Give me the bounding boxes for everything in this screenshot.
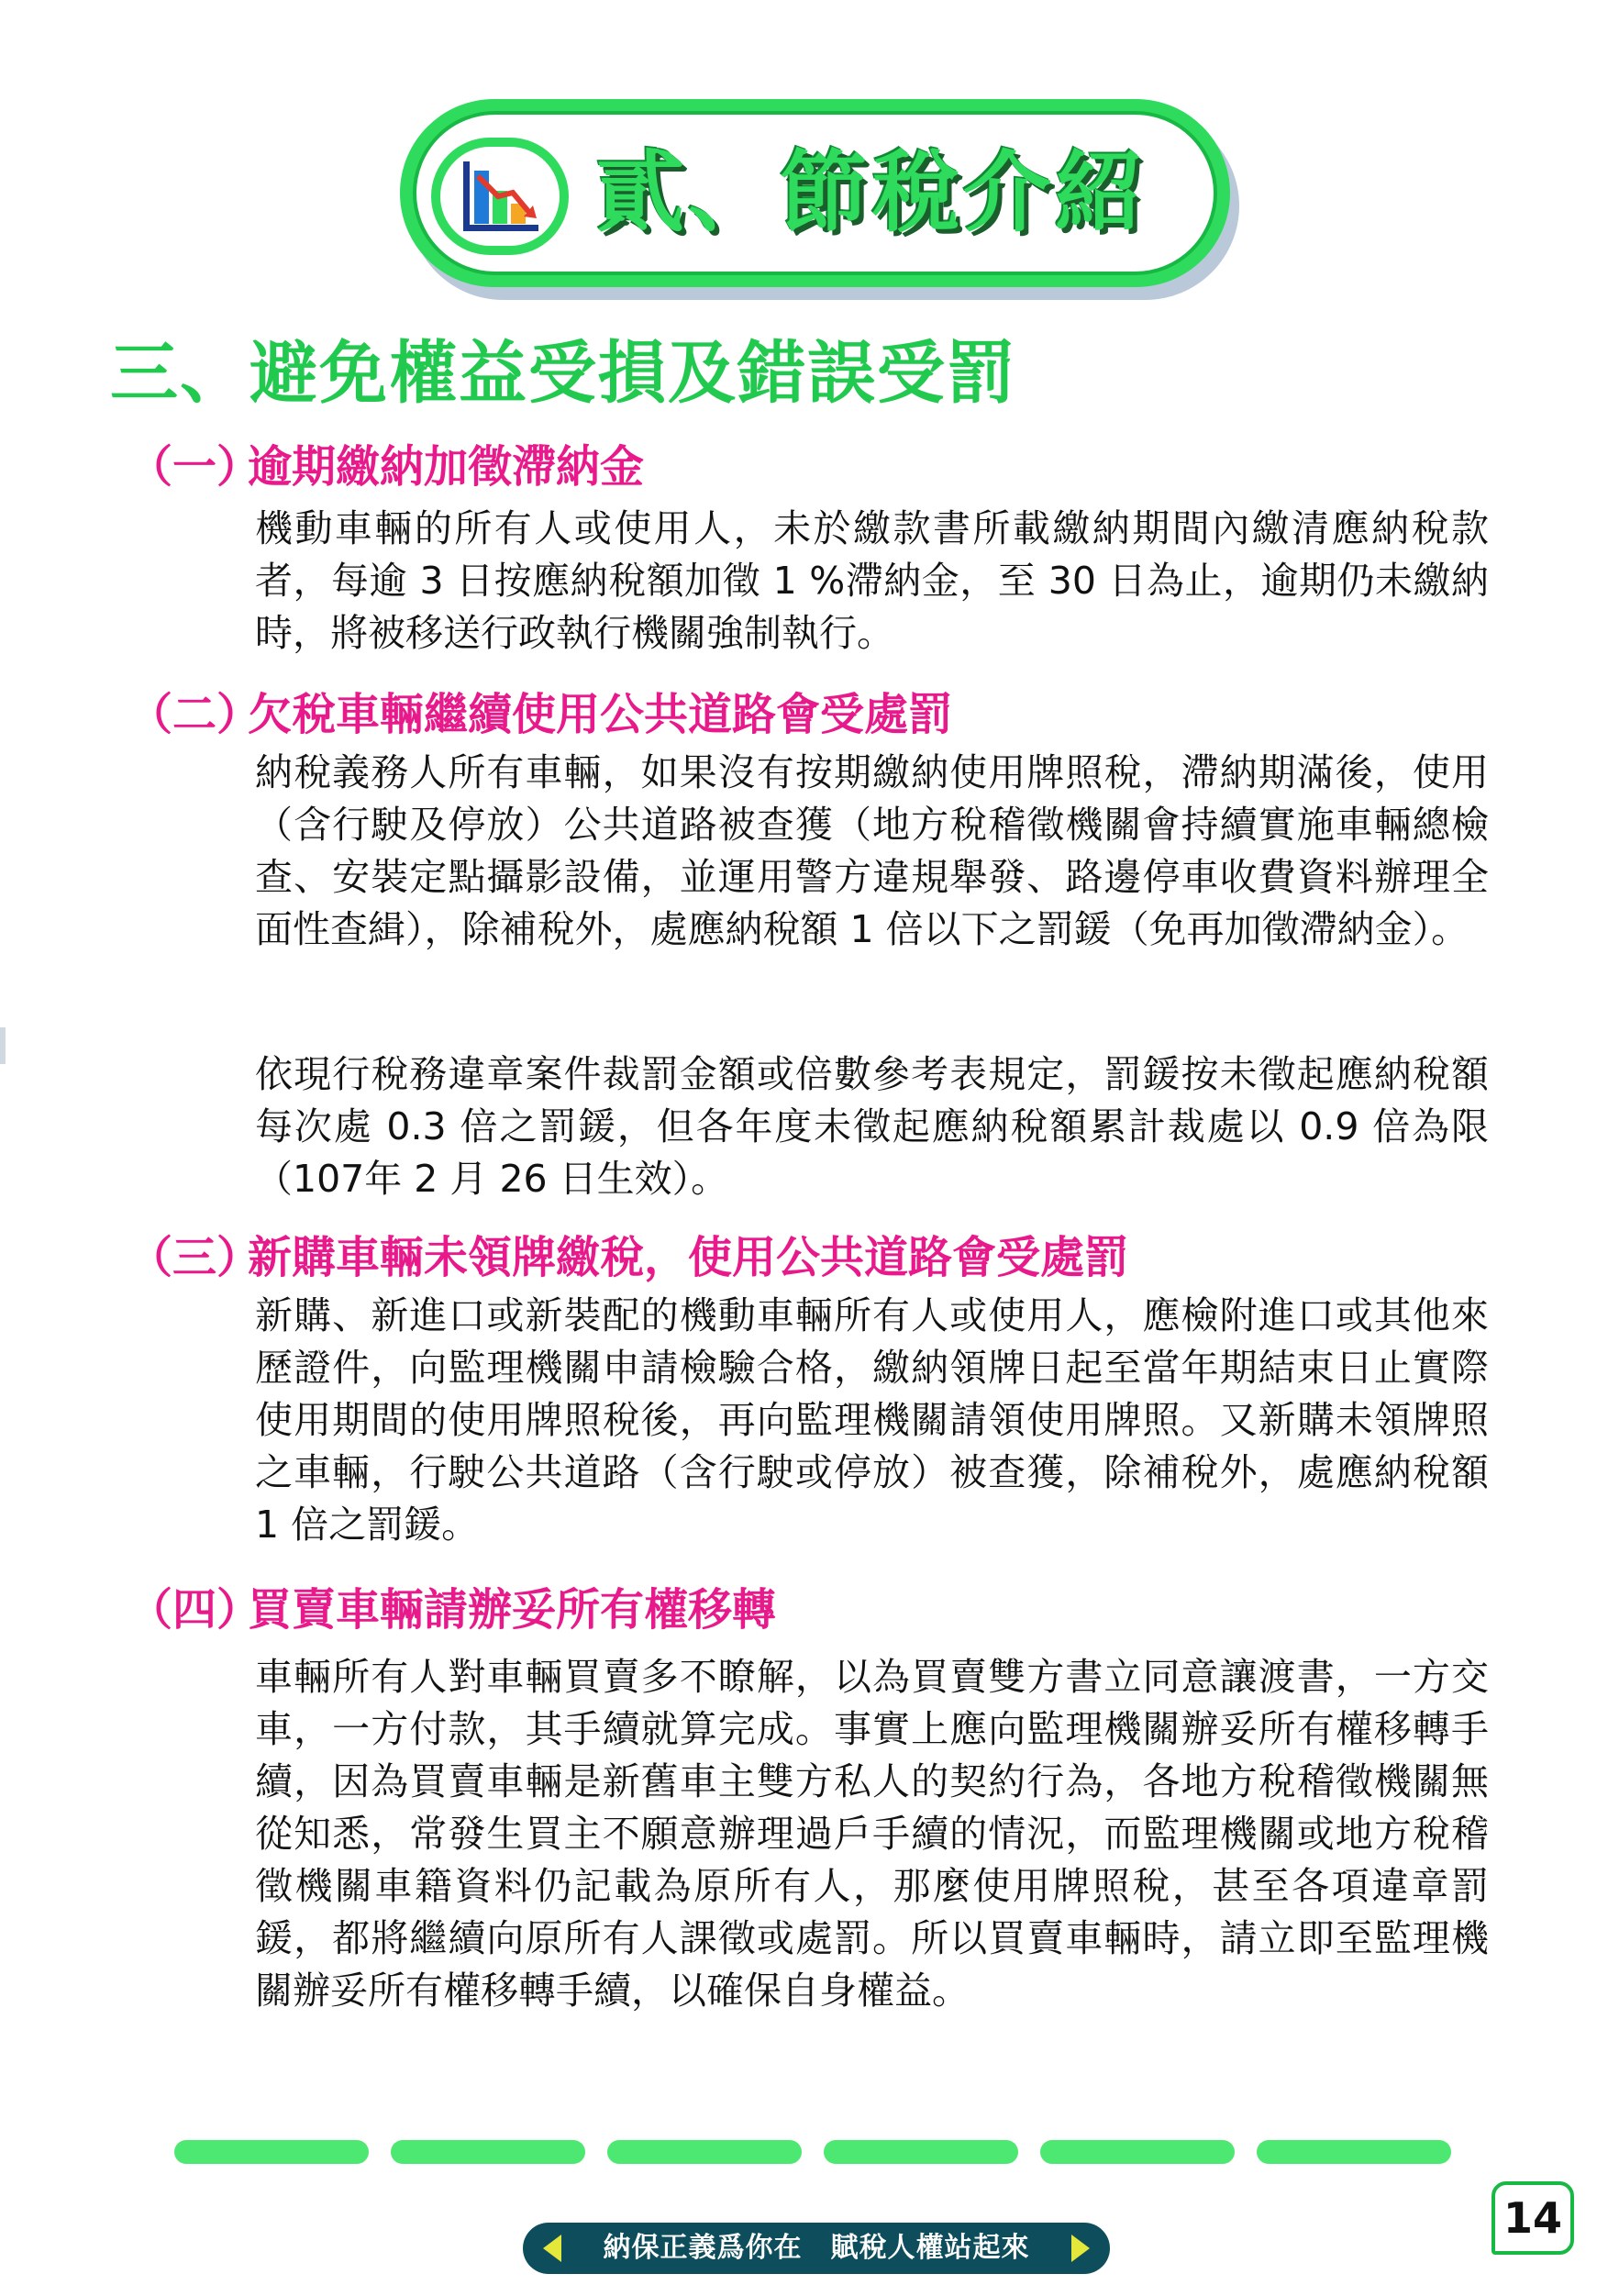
banner-title: 貳、節稅介紹 <box>596 141 1147 244</box>
paragraph-4: 車輛所有人對車輛買賣多不瞭解，以為買賣雙方書立同意讓渡書，一方交車，一方付款，其手續就算完成。事實上應向監理機關辦妥所有權移轉手續，因為買賣車輛是新舊車主雙方私人的契約行為，各地方稅稽徵機關無從知悉，常發生買主不願意辦理過戶手續的情況，而監理機關或地方稅稽徵機關車籍資料仍記載為原所有人，那麼使用牌照稅，甚至各項違章罰鍰，都將繼續向原所有人課徵或處罰。所以買賣車輛時，請立即至監理機關辦妥所有權移轉手續，以確保自身權益。 <box>255 1655 1489 2013</box>
bar-chart-down-icon <box>454 150 546 242</box>
divider-segment <box>1040 2140 1235 2164</box>
paragraph-2b: 依現行稅務違章案件裁罰金額或倍數參考表規定，罰鍰按未徵起應納稅額每次處 0.3 倍之罰鍰，但各年度未徵起應納稅額累計裁處以 0.9 倍為限（107年 2 月 26 日生效）。 <box>255 1052 1489 1201</box>
divider-segment <box>174 2140 369 2164</box>
triangle-left-icon <box>543 2235 561 2262</box>
sub-heading-number: （一） <box>128 441 261 493</box>
paragraph-3: 新購、新進口或新裝配的機動車輛所有人或使用人，應檢附進口或其他來歷證件，向監理機關申請檢驗合格，繳納領牌日起至當年期結束日止實際使用期間的使用牌照稅後，再向監理機關請領使用牌照。又新購未領牌照之車輛，行駛公共道路（含行駛或停放）被查獲，除補稅外，處應納稅額 1 倍之罰鍰。 <box>255 1293 1489 1547</box>
sub-heading-4 <box>128 1574 776 1637</box>
sub-heading-number: （四） <box>128 1584 261 1636</box>
edge-mark <box>0 1027 6 1064</box>
footer-slogan: 納保正義爲你在 賦稅人權站起來 <box>523 2223 1110 2274</box>
paragraph-1: 機動車輛的所有人或使用人，未於繳款書所載繳納期間內繳清應納稅款者，每逾 3 日按應納稅額加徵 1 %滯納金，至 30 日為止，逾期仍未繳納時，將被移送行政執行機關強制執行。 <box>255 506 1489 655</box>
sub-heading-number: （二） <box>128 689 261 740</box>
sub-heading-text: 逾期繳納加徵滯納金 <box>248 441 645 493</box>
sub-heading-number: （三） <box>128 1232 261 1283</box>
paragraph-2a: 納稅義務人所有車輛，如果沒有按期繳納使用牌照稅，滯納期滿後，使用（含行駛及停放）公共道路被查獲（地方稅稽徵機關會持續實施車輛總檢查、安裝定點攝影設備，並運用警方違規舉發、路邊停車收費資料辦理全面性查緝），除補稅外，處應納稅額 1 倍以下之罰鍰（免再加徵滯納金）。 <box>255 750 1489 951</box>
sub-heading-text: 買賣車輛請辦妥所有權移轉 <box>248 1584 777 1636</box>
icon-badge <box>431 138 569 255</box>
divider-segment <box>824 2140 1018 2164</box>
divider-segment <box>607 2140 802 2164</box>
sub-heading-text: 欠稅車輛繼續使用公共道路會受處罰 <box>248 689 953 740</box>
divider-segment <box>391 2140 585 2164</box>
sub-heading-1 <box>128 431 644 494</box>
sub-heading-text: 新購車輛未領牌繳稅，使用公共道路會受處罰 <box>248 1232 1129 1283</box>
page-number: 14 <box>1491 2181 1574 2255</box>
triangle-right-icon <box>1071 2235 1090 2262</box>
sub-heading-3 <box>128 1222 1128 1285</box>
section-title: 三、避免權益受損及錯誤受罰 <box>110 334 1016 413</box>
divider-segment <box>1257 2140 1451 2164</box>
sub-heading-2 <box>128 679 952 742</box>
